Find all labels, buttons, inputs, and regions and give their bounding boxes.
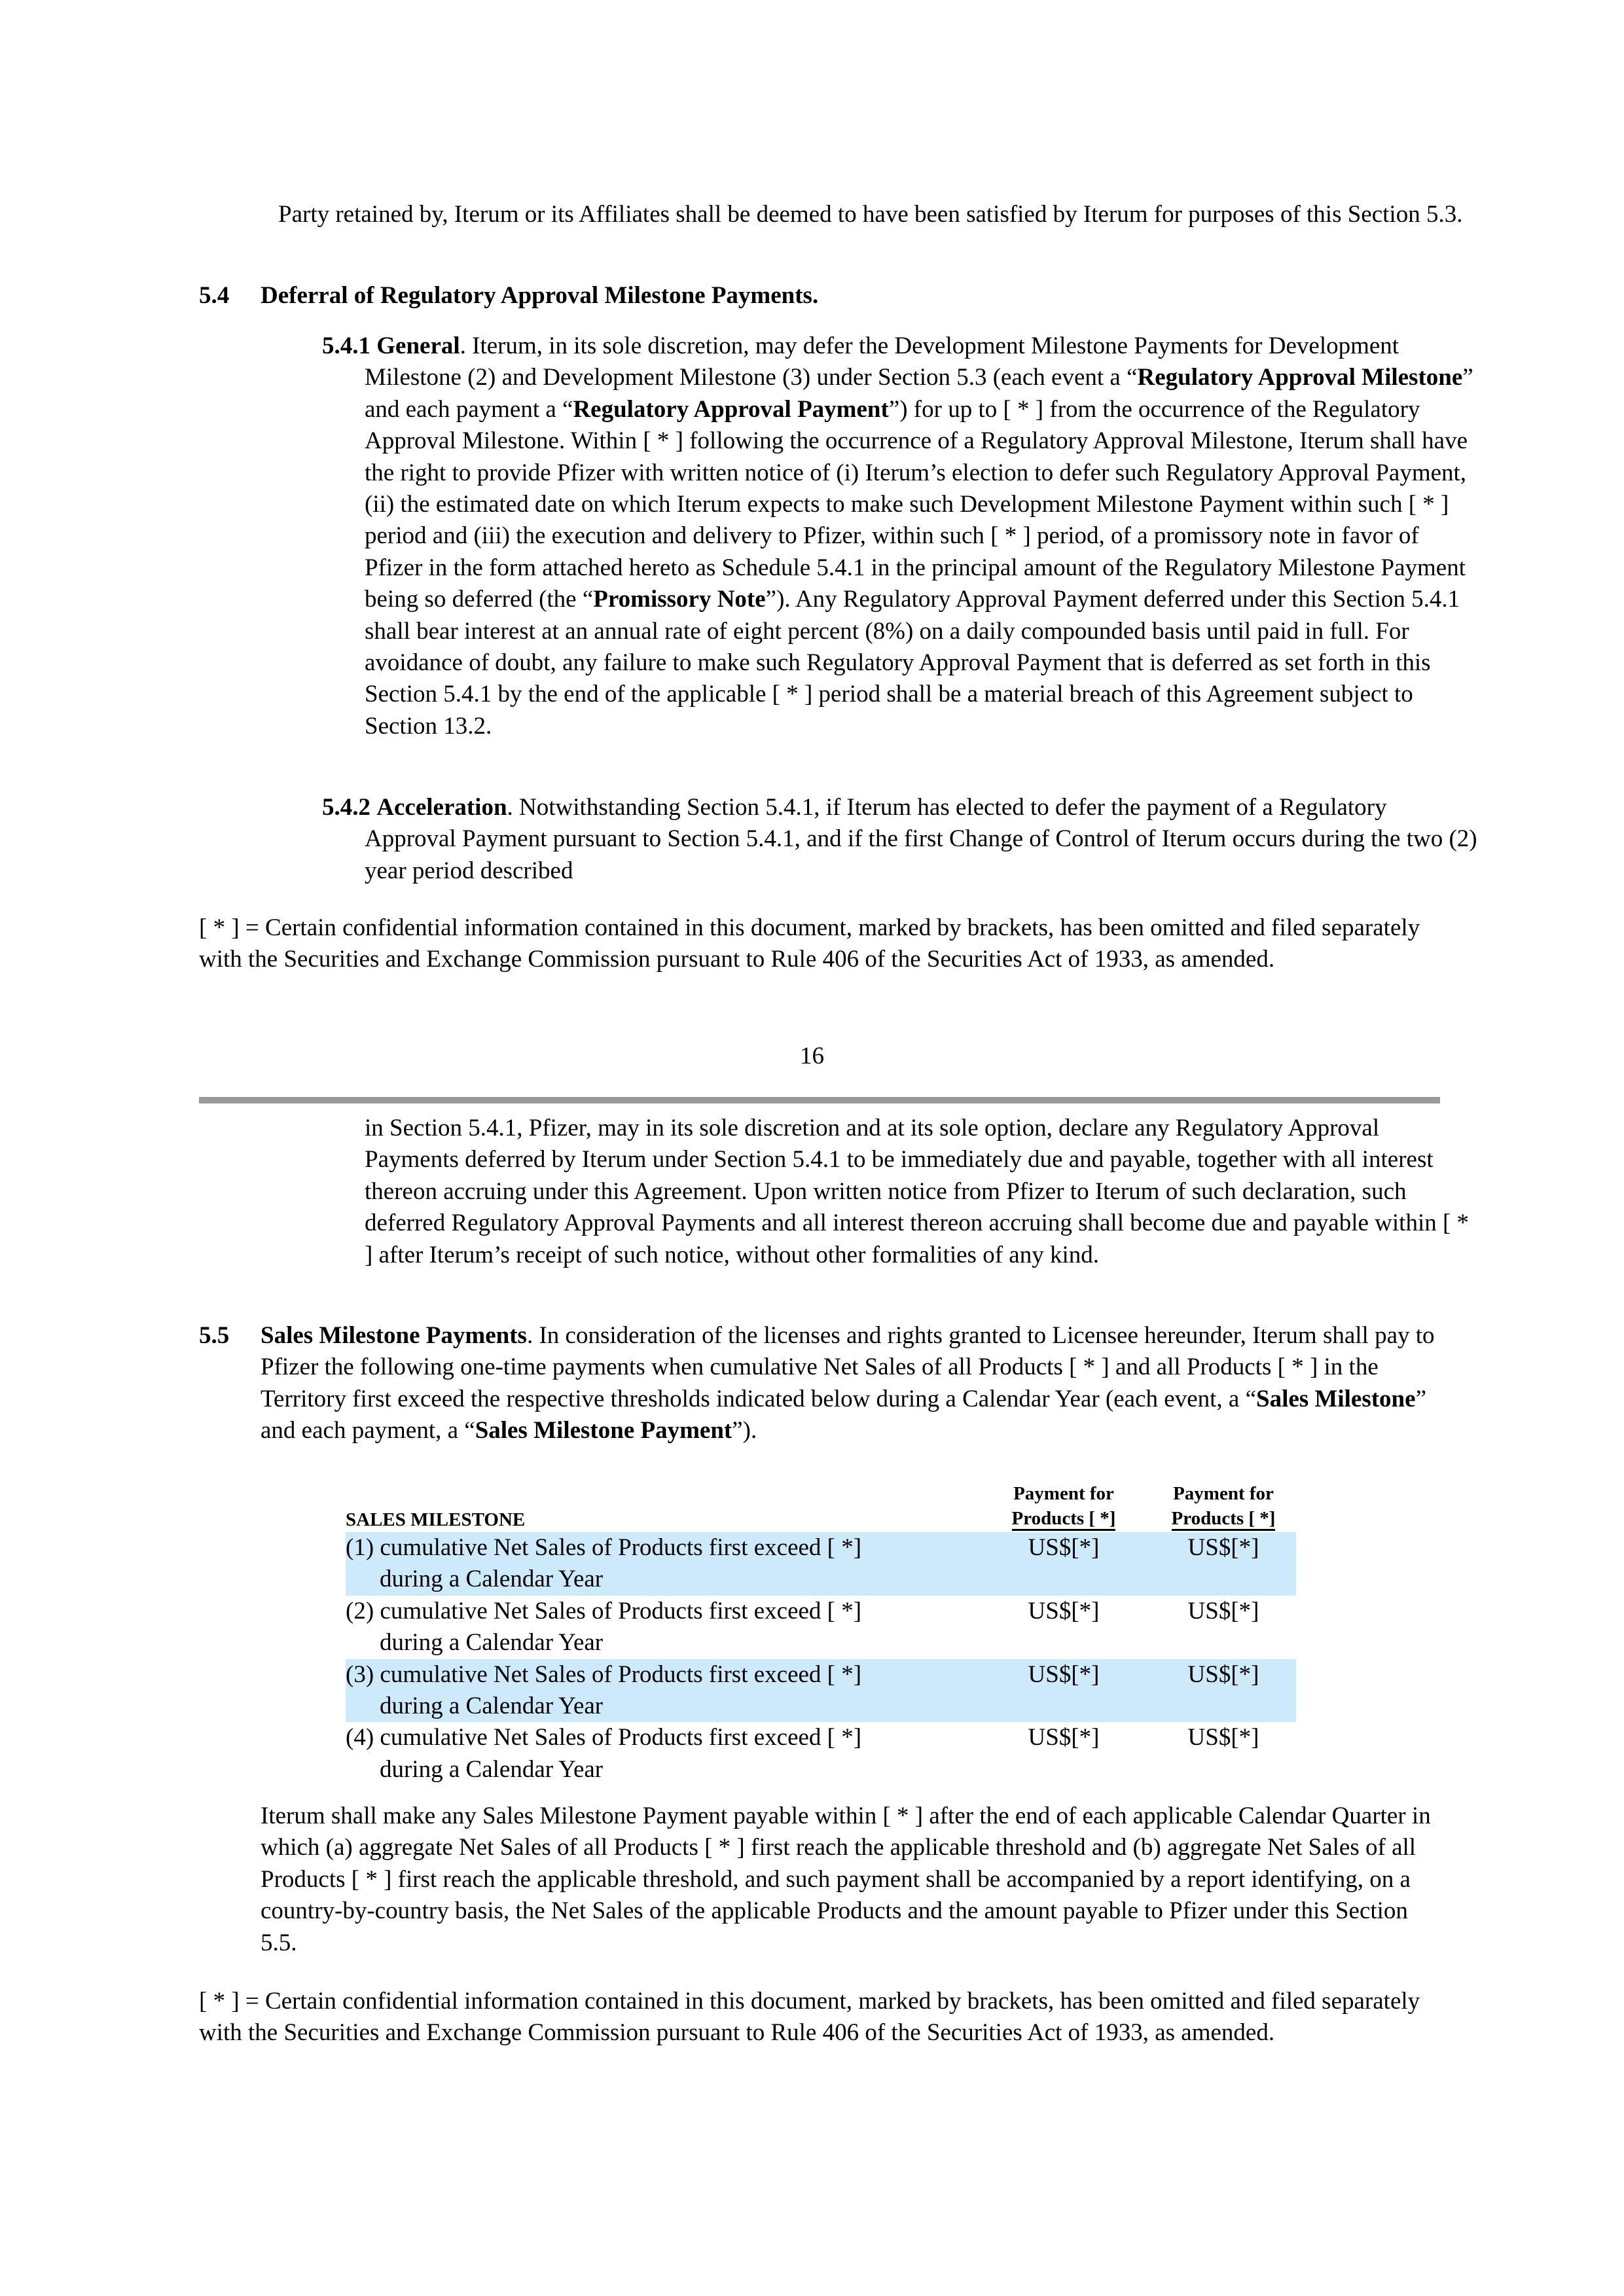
milestone-cell: (1) cumulative Net Sales of Products first exceed [ *] during a Calendar Year	[346, 1534, 862, 1593]
payment-cell: US$[*]	[1187, 1534, 1259, 1561]
payment-cell: US$[*]	[1028, 1660, 1100, 1688]
confidentiality-footnote: [ * ] = Certain confidential information contained in this document, marked by brackets, has been omitted and filed separately with the Securities and Exchange Commission pursuant to Rule 406 of the Securities Act of 1933, as amended.	[199, 1988, 1420, 2047]
paragraph-text: . In consideration of the licenses and rights granted to Licensee hereunder, Iterum shall pay to Pfizer the following one-time payments when cumulative Net Sales of all Products [ * ] and all Products [ * ] in the Territory first exceed the respective thresholds indicated below during a Calendar Year (each event, a “	[261, 1322, 1435, 1412]
defined-term: Regulatory Approval Payment	[573, 395, 889, 423]
continuation-paragraph: Party retained by, Iterum or its Affiliates shall be deemed to have been satisfied by Iterum for purposes of this Section 5.3.	[278, 201, 1463, 228]
table-row	[346, 1722, 1296, 1785]
section-5-4-2-paragraph	[322, 792, 1477, 887]
paragraph-text: . Iterum, in its sole discretion, may defer the Development Milestone Payments for Development Milestone (2) and Development Milestone (3) under Section 5.3 (each event a “	[365, 332, 1399, 391]
section-5-4-2-continuation: in Section 5.4.1, Pfizer, may in its sole discretion and at its sole option, declare any Regulatory Approval Payments deferred by Iterum under Section 5.4.1 to be immediately due and payable, together with all interest thereon accruing under this Agreement. Upon written notice from Pfizer to Iterum of such declaration, such deferred Regulatory Approval Payments and all interest thereon accruing shall become due and payable within [ * ] after Iterum’s receipt of such notice, without other formalities of any kind.	[365, 1115, 1470, 1268]
subsection-heading: General	[376, 332, 460, 359]
milestone-cell: (4) cumulative Net Sales of Products first exceed [ *] during a Calendar Year	[346, 1724, 862, 1783]
after-table-paragraph: Iterum shall make any Sales Milestone Payment payable within [ * ] after the end of each applicable Calendar Quarter in which (a) aggregate Net Sales of all Products [ * ] first reach the applicable threshold and (b) aggregate Net Sales of all Products [ * ] first reach the applicable threshold, and such payment shall be accompanied by a report identifying, on a country-by-country basis, the Net Sales of the applicable Products and the amount payable to Pfizer under this Section 5.5.	[261, 1803, 1431, 1956]
page-number: 16	[800, 1043, 824, 1069]
subsection-number: 5.4.1	[322, 332, 370, 359]
header-line: Products [ *]	[1172, 1508, 1276, 1531]
header-line: Payment for	[1013, 1483, 1114, 1504]
header-line: Products [ *]	[1012, 1508, 1116, 1531]
section-title: Deferral of Regulatory Approval Milestone Payments.	[261, 282, 819, 309]
sales-milestone-table	[346, 1480, 1296, 1785]
section-number: 5.5	[199, 1322, 230, 1349]
confidentiality-footnote: [ * ] = Certain confidential information contained in this document, marked by brackets, has been omitted and filed separately with the Securities and Exchange Commission pursuant to Rule 406 of the Securities Act of 1933, as amended.	[199, 914, 1420, 973]
defined-term: Sales Milestone Payment	[475, 1417, 732, 1444]
milestone-cell: (3) cumulative Net Sales of Products first exceed [ *] during a Calendar Year	[346, 1660, 862, 1719]
header-sales-milestone: SALES MILESTONE	[346, 1507, 907, 1534]
paragraph-text: ” and each payment, a “	[261, 1385, 1426, 1444]
section-5-5-paragraph	[199, 1320, 1443, 1447]
payment-cell: US$[*]	[1028, 1597, 1100, 1624]
table-row	[346, 1596, 1296, 1659]
payment-cell: US$[*]	[1028, 1534, 1100, 1561]
section-title: Sales Milestone Payments	[261, 1322, 527, 1349]
paragraph-text: ”).	[732, 1417, 757, 1444]
paragraph-text: ” and each payment a “	[365, 364, 1473, 423]
section-5-4-1-paragraph	[322, 331, 1477, 742]
defined-term: Regulatory Approval Milestone	[1137, 364, 1463, 391]
payment-cell: US$[*]	[1187, 1597, 1259, 1624]
payment-cell: US$[*]	[1187, 1660, 1259, 1688]
section-number: 5.4	[199, 282, 230, 309]
subsection-number: 5.4.2	[322, 794, 370, 821]
payment-cell: US$[*]	[1187, 1724, 1259, 1751]
table-header	[346, 1480, 1296, 1532]
page-divider	[199, 1097, 1440, 1103]
defined-term: Sales Milestone	[1256, 1385, 1416, 1412]
table-row	[346, 1659, 1296, 1723]
milestone-cell: (2) cumulative Net Sales of Products first exceed [ *] during a Calendar Year	[346, 1597, 862, 1657]
table-row	[346, 1532, 1296, 1596]
defined-term: Promissory Note	[593, 586, 766, 613]
paragraph-text: ”) for up to [ * ] from the occurrence of the Regulatory Approval Milestone. Within [ * ] following the occurrence of a Regulatory Approval Milestone, Iterum shall have the right to provide Pfizer with written notice of (i) Iterum’s election to defer such Regulatory Approval Payment, (ii) the estimated date on which Iterum expects to make such Development Milestone Payment within such [ * ] period and (iii) the execution and delivery to Pfizer, within such [ * ] period, of a promissory note in favor of Pfizer in the form attached hereto as Schedule 5.4.1 in the principal amount of the Regulatory Milestone Payment being so deferred (the “	[365, 395, 1468, 613]
paragraph-text: . Notwithstanding Section 5.4.1, if Iterum has elected to defer the payment of a Regulatory Approval Payment pursuant to Section 5.4.1, and if the first Change of Control of Iterum occurs during the two (2) year period described	[365, 794, 1477, 884]
header-line: Payment for	[1173, 1483, 1274, 1504]
header-payment-col-b	[1158, 1481, 1289, 1531]
payment-cell: US$[*]	[1028, 1724, 1100, 1751]
header-payment-col-a	[998, 1481, 1129, 1531]
paragraph-text: ”). Any Regulatory Approval Payment deferred under this Section 5.4.1 shall bear interest at an annual rate of eight percent (8%) on a daily compounded basis until paid in full. For avoidance of doubt, any failure to make such Regulatory Approval Payment that is deferred as set forth in this Section 5.4.1 by the end of the applicable [ * ] period shall be a material breach of this Agreement subject to Section 13.2.	[365, 586, 1460, 740]
subsection-heading: Acceleration	[376, 794, 507, 821]
section-5-4-heading	[199, 280, 818, 312]
